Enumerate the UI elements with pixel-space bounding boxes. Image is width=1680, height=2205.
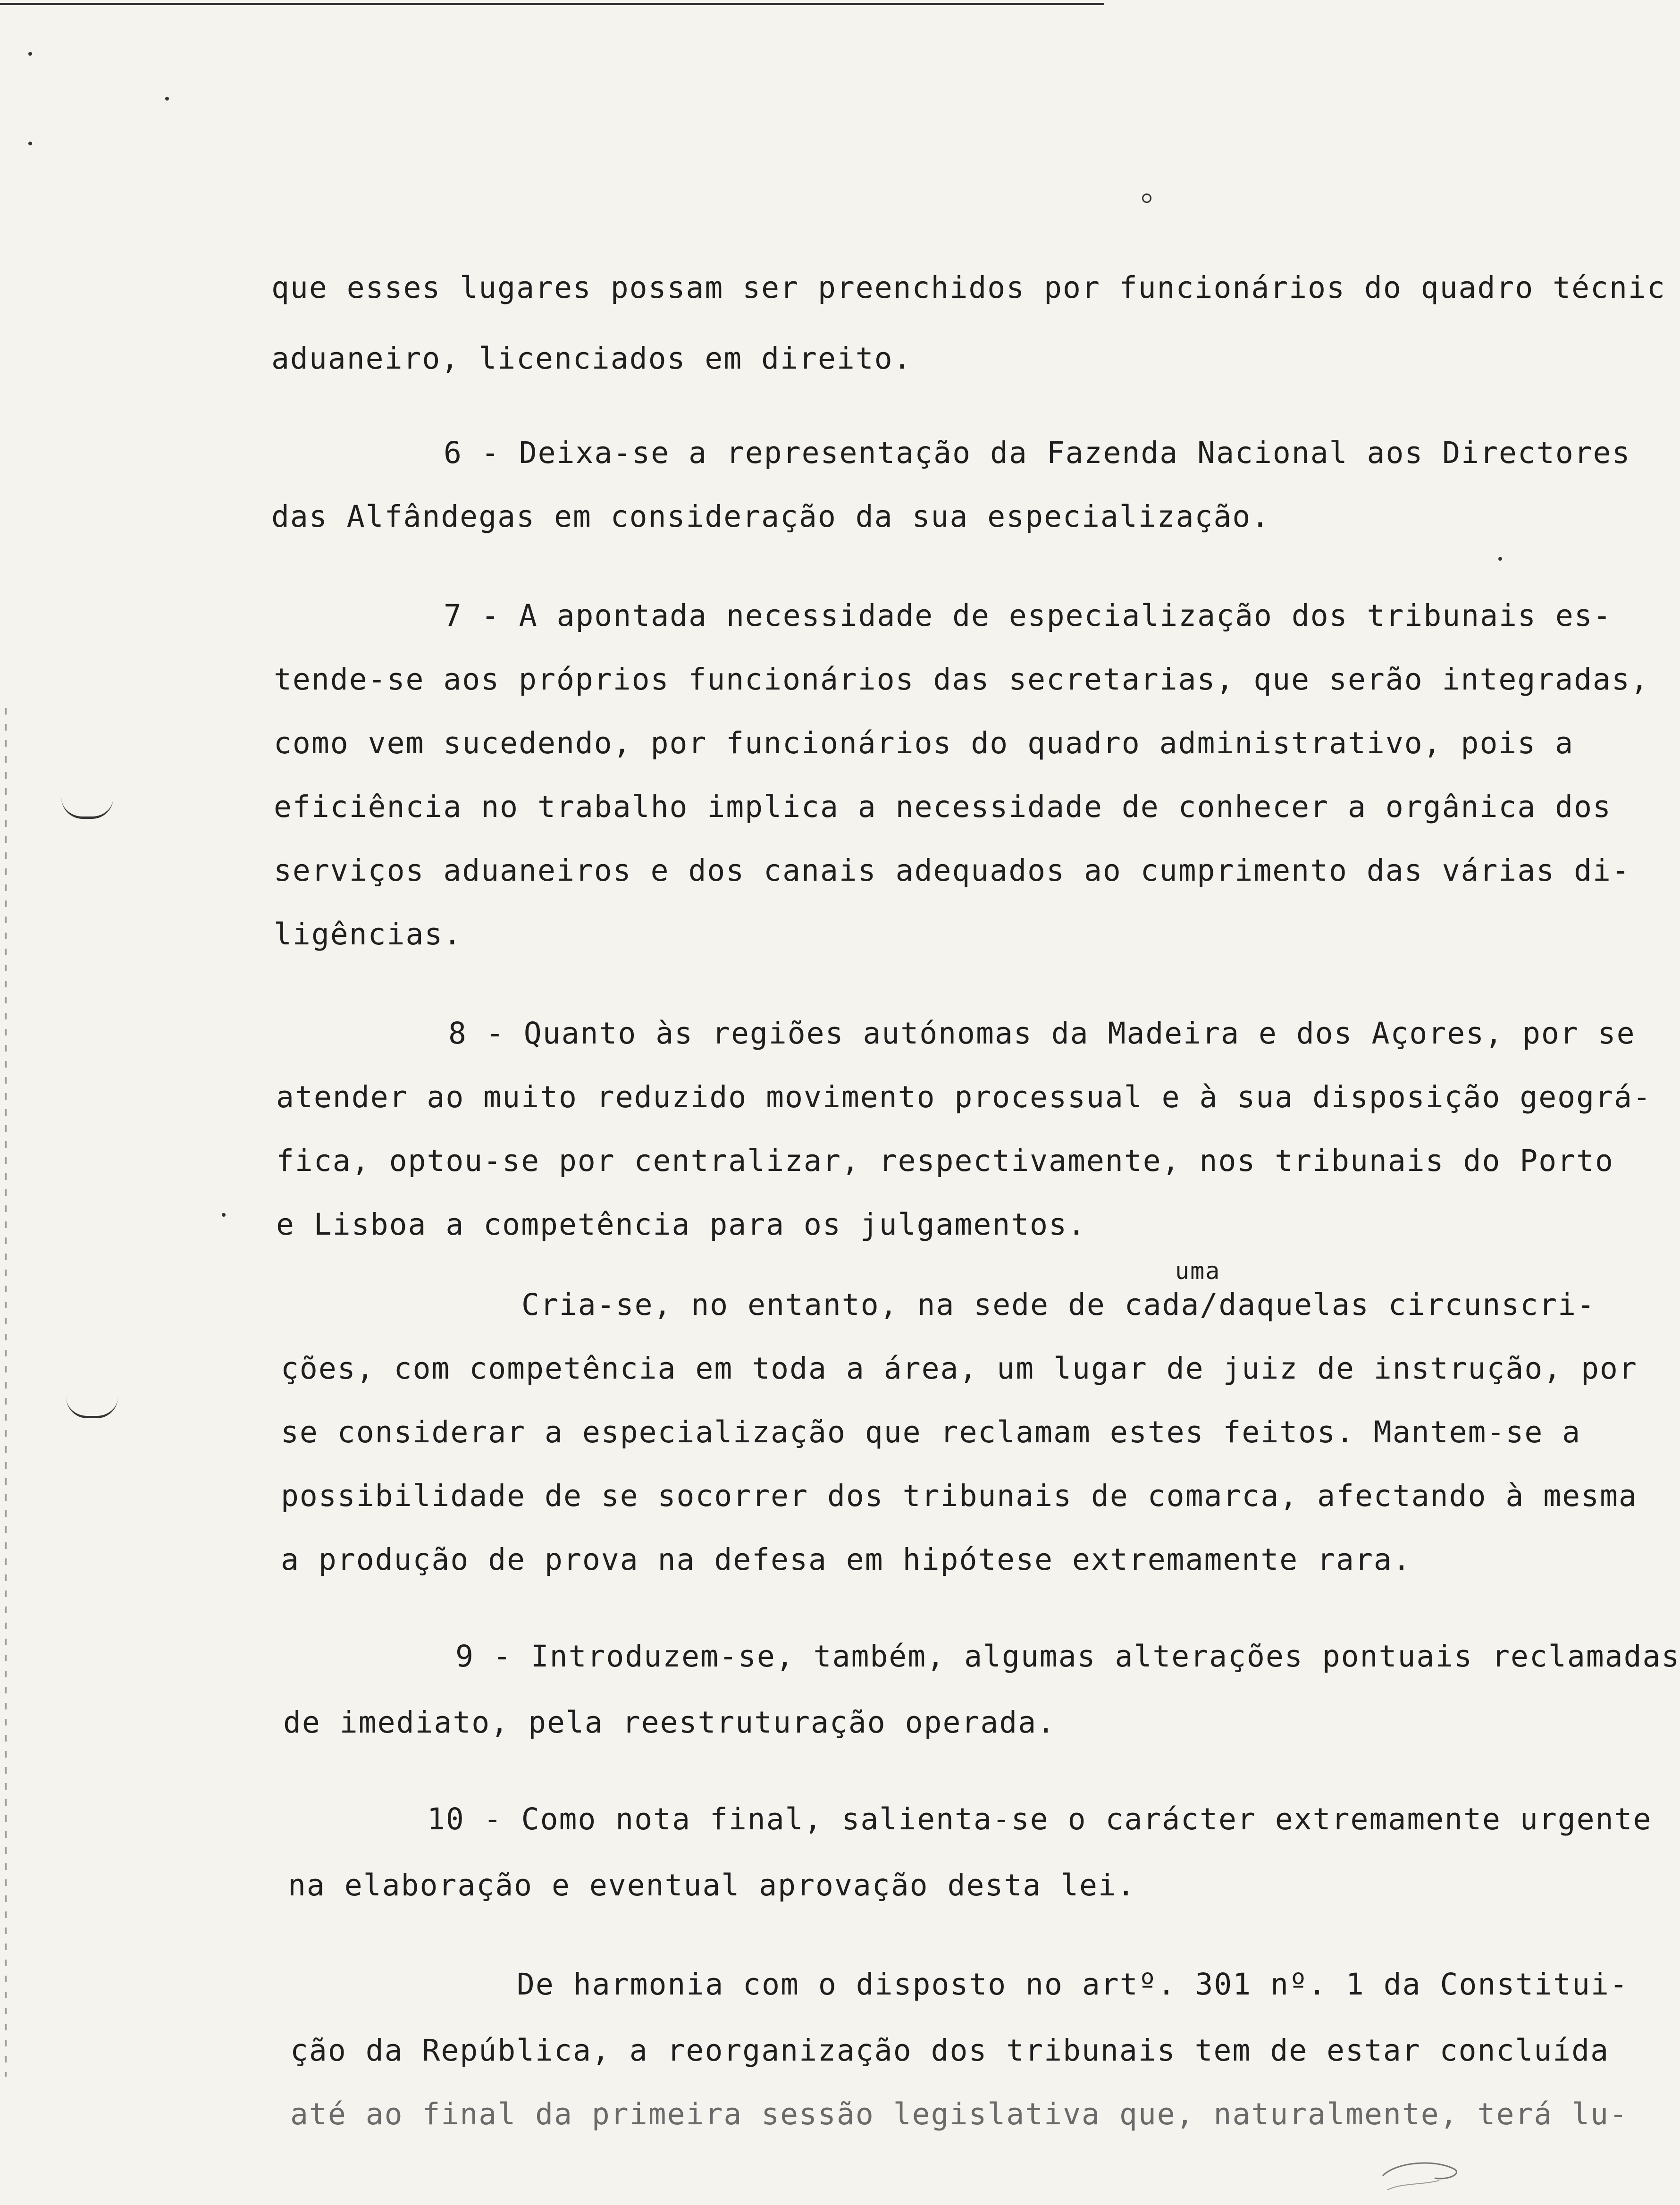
text-line: possibilidade de se socorrer dos tribunais de comarca, afectando à mesma xyxy=(281,1479,1638,1513)
text-line: que esses lugares possam ser preenchidos por funcionários do quadro técnic xyxy=(271,270,1666,305)
paragraph-6-start: 6 - Deixa-se a representação da Fazenda Nacional aos Directores xyxy=(444,436,1631,470)
binding-edge xyxy=(5,708,7,2077)
text-line: eficiência no trabalho implica a necessidade de conhecer a orgânica dos xyxy=(274,790,1612,824)
paragraph-8-start: 8 - Quanto às regiões autónomas da Madeira e dos Açores, por se xyxy=(448,1016,1636,1051)
text-line: fica, optou-se por centralizar, respectivamente, nos tribunais do Porto xyxy=(276,1144,1614,1178)
paragraph-start: Cria-se, no entanto, na sede de cada/daquelas circunscri- xyxy=(521,1288,1596,1322)
text-line: atender ao muito reduzido movimento processual e à sua disposição geográ- xyxy=(276,1080,1652,1114)
speck xyxy=(222,1213,226,1217)
speck xyxy=(28,52,32,56)
text-line: ções, com competência em toda a área, um lugar de juiz de instrução, por xyxy=(281,1351,1638,1386)
text-line: aduaneiro, licenciados em direito. xyxy=(271,341,912,376)
text-line: a produção de prova na defesa em hipótese extremamente rara. xyxy=(281,1542,1411,1577)
text-line: das Alfândegas em consideração da sua especialização. xyxy=(271,499,1270,534)
text-line: até ao final da primeira sessão legislativa que, naturalmente, terá lu- xyxy=(290,2097,1628,2131)
paragraph-start: De harmonia com o disposto no artº. 301 nº. 1 da Constitui- xyxy=(517,1967,1629,2002)
paragraph-7-start: 7 - A apontada necessidade de especialização dos tribunais es- xyxy=(444,598,1612,633)
punch-hole-mark xyxy=(66,1397,118,1418)
speck xyxy=(28,142,32,145)
text-line: como vem sucedendo, por funcionários do quadro administrativo, pois a xyxy=(274,726,1574,760)
text-line: serviços aduaneiros e dos canais adequados ao cumprimento das várias di- xyxy=(274,853,1630,888)
text-line: se considerar a especialização que reclamam estes feitos. Mantem-se a xyxy=(281,1415,1581,1449)
paragraph-9-start: 9 - Introduzem-se, também, algumas alterações pontuais reclamadas xyxy=(455,1639,1680,1674)
speck xyxy=(165,97,169,101)
punch-hole-mark xyxy=(61,798,113,819)
initials-mark xyxy=(1378,2157,1482,2199)
handwritten-insertion: uma xyxy=(1175,1257,1221,1285)
text-line: tende-se aos próprios funcionários das secretarias, que serão integradas, xyxy=(274,662,1649,697)
text-line: na elaboração e eventual aprovação desta lei. xyxy=(288,1868,1136,1902)
paragraph-10-start: 10 - Como nota final, salienta-se o carácter extremamente urgente xyxy=(427,1802,1652,1836)
speck xyxy=(1142,194,1151,203)
text-line: ção da República, a reorganização dos tribunais tem de estar concluída xyxy=(290,2033,1610,2068)
page-top-edge xyxy=(0,3,1104,5)
speck xyxy=(1498,557,1502,561)
text-line: de imediato, pela reestruturação operada. xyxy=(283,1705,1056,1740)
text-line: ligências. xyxy=(274,917,462,951)
text-line: e Lisboa a competência para os julgamentos. xyxy=(276,1207,1086,1242)
